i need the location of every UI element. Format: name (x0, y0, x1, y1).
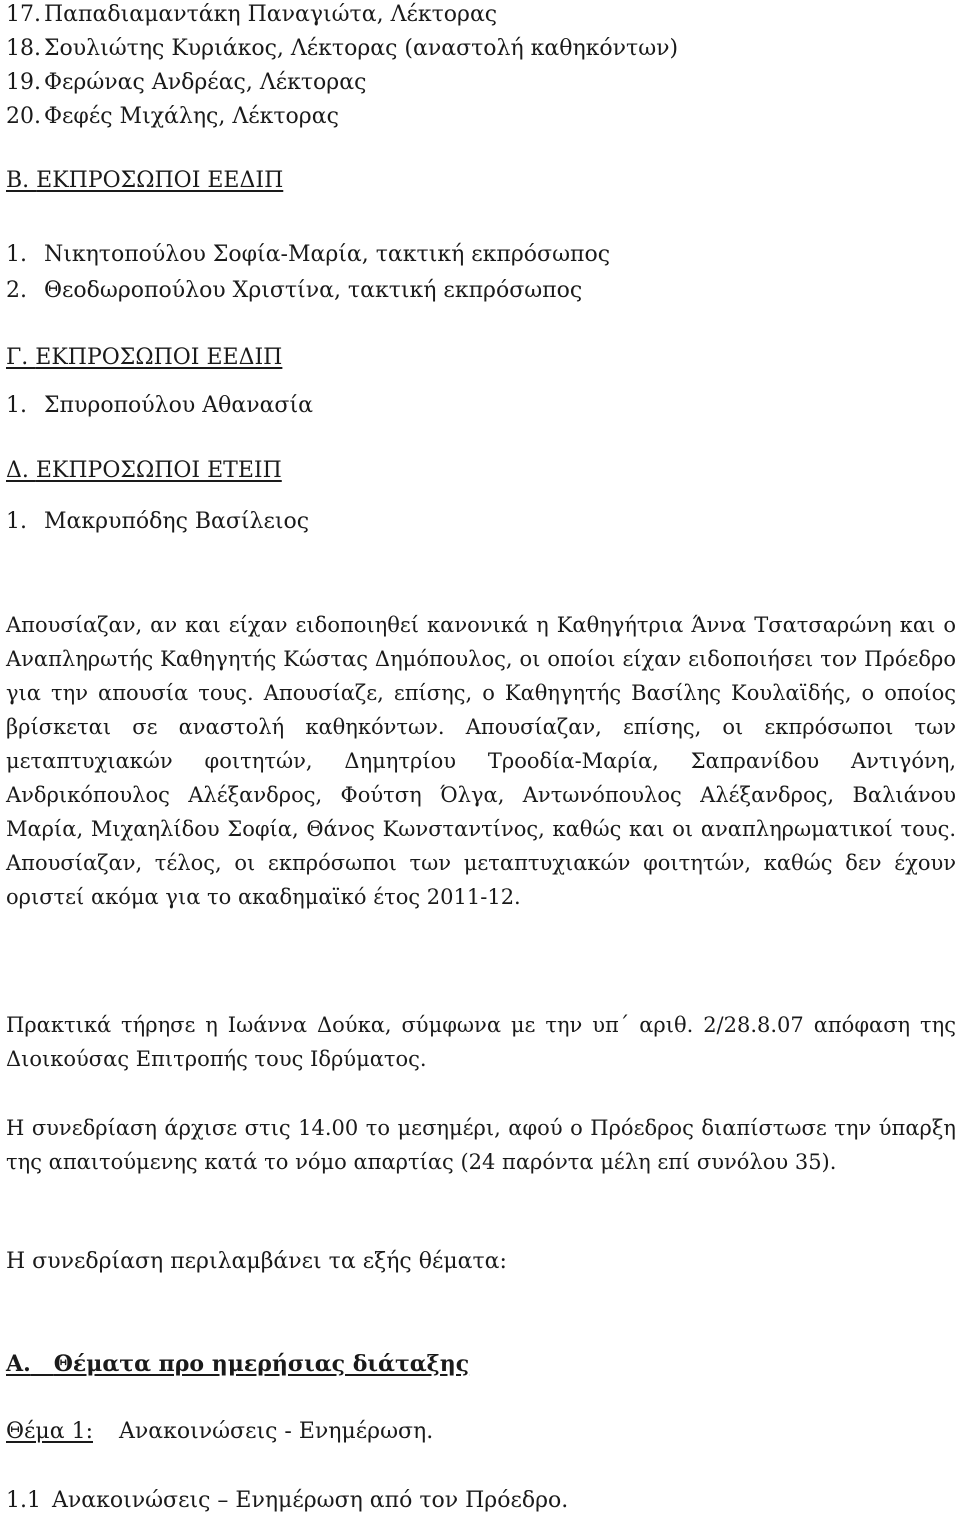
list-item (6, 34, 678, 64)
topic-1-label: Θέμα 1: (6, 1419, 93, 1444)
list-item-number: 19. (6, 70, 41, 95)
subtopic-1-1-number: 1.1 (6, 1488, 41, 1513)
minutes-paragraph: Πρακτικά τήρησε η Ιωάννα Δούκα, σύμφωνα με την υπ΄ αριθ. 2/28.8.07 απόφαση της Διοικούσας Επιτροπής τους Ιδρύματος. (6, 1013, 956, 1071)
agenda-heading (6, 1349, 469, 1379)
list-item-text: Φερώνας Ανδρέας, Λέκτορας (44, 70, 367, 95)
list-item-text: Μακρυπόδης Βασίλειος (44, 509, 310, 534)
section-d-prefix: Δ. (6, 458, 36, 483)
absence-paragraph: Απουσίαζαν, αν και είχαν ειδοποιηθεί κανονικά η Καθηγήτρια Άννα Τσατσαρώνη και ο Αναπληρωτής Καθηγητής Κώστας Δημόπουλος, οι οποίοι είχαν ειδοποιήσει τον Πρόεδρο για την απουσία τους. Απουσίαζε, επίσης, ο Καθηγητής Βασίλης Κουλαϊδής, ο οποίος βρίσκεται σε αναστολή καθηκόντων. Απουσίαζαν, επίσης, οι εκπρόσωποι των μεταπτυχιακών φοιτητών, Δημητρίου Τροοδία-Μαρία, Σαπρανίδου Αντιγόνη, Ανδρικόπουλος Αλέξανδρος, Φούτση Όλγα, Αντωνόπουλος Αλέξανδρος, Βαλιάνου Μαρία, Μιχαηλίδου Σοφία, Θάνος Κωνσταντίνος, καθώς και οι αναπληρωματικοί τους. Απουσίαζαν, τέλος, οι εκπρόσωποι των μεταπτυχιακών φοιτητών, καθώς δεν έχουν οριστεί ακόμα για το ακαδημαϊκό έτος 2011-12. (6, 613, 956, 909)
list-item-text: Σπυροπούλου Αθανασία (44, 393, 313, 418)
agenda-heading-text (6, 1351, 469, 1377)
list-item-number: 1. (6, 509, 27, 534)
list-item-text: Παπαδιαμαντάκη Παναγιώτα, Λέκτορας (44, 2, 498, 27)
list-item-number: 18. (6, 36, 41, 61)
section-c-heading (6, 343, 282, 373)
section-d-heading (6, 456, 282, 486)
list-item-text: Θεοδωροπούλου Χριστίνα, τακτική εκπρόσωπος (44, 278, 583, 303)
section-c-heading-text (6, 345, 282, 370)
list-item-number: 1. (6, 242, 27, 267)
section-b-prefix: Β. (6, 168, 37, 193)
list-item-number: 2. (6, 278, 27, 303)
list-item (6, 102, 339, 132)
agenda-heading-prefix: Α. (6, 1351, 31, 1377)
list-item (6, 68, 366, 98)
section-d-title: ΕΚΠΡΟΣΩΠΟΙ ΕΤΕΙΠ (35, 458, 282, 483)
list-item (6, 240, 610, 270)
section-c-title: ΕΚΠΡΟΣΩΠΟΙ ΕΕΔΙΠ (35, 345, 283, 370)
list-item-number: 20. (6, 104, 41, 129)
session-start-paragraph: Η συνεδρίαση άρχισε στις 14.00 το μεσημέρι, αφού ο Πρόεδρος διαπίστωσε την ύπαρξη της απαιτούμενης κατά το νόμο απαρτίας (24 παρόντα μέλη επί συνόλου 35). (6, 1116, 956, 1174)
list-item (6, 391, 313, 421)
section-b-heading-text (6, 168, 283, 193)
list-item (6, 507, 309, 537)
list-item-text: Σουλιώτης Κυριάκος, Λέκτορας (αναστολή καθηκόντων) (44, 36, 679, 61)
subtopic-1-1 (6, 1486, 568, 1516)
list-item (6, 276, 582, 306)
list-item-text: Νικητοπούλου Σοφία-Μαρία, τακτική εκπρόσωπος (44, 242, 611, 267)
list-item-number: 17. (6, 2, 41, 27)
topics-intro: Η συνεδρίαση περιλαμβάνει τα εξής θέματα: (6, 1249, 507, 1274)
agenda-heading-title: Θέματα προ ημερήσιας διάταξης (53, 1351, 470, 1377)
list-item-number: 1. (6, 393, 27, 418)
section-d-heading-text (6, 458, 282, 483)
section-c-prefix: Γ. (6, 345, 36, 370)
list-item (6, 0, 497, 30)
topic-1-text: Ανακοινώσεις - Ενημέρωση. (119, 1419, 434, 1444)
topic-1 (6, 1417, 433, 1447)
section-b-heading (6, 166, 283, 196)
subtopic-1-1-text: Ανακοινώσεις – Ενημέρωση από τον Πρόεδρο. (52, 1488, 569, 1513)
list-item-text: Φεφές Μιχάλης, Λέκτορας (44, 104, 339, 129)
section-b-title: ΕΚΠΡΟΣΩΠΟΙ ΕΕΔΙΠ (36, 168, 284, 193)
